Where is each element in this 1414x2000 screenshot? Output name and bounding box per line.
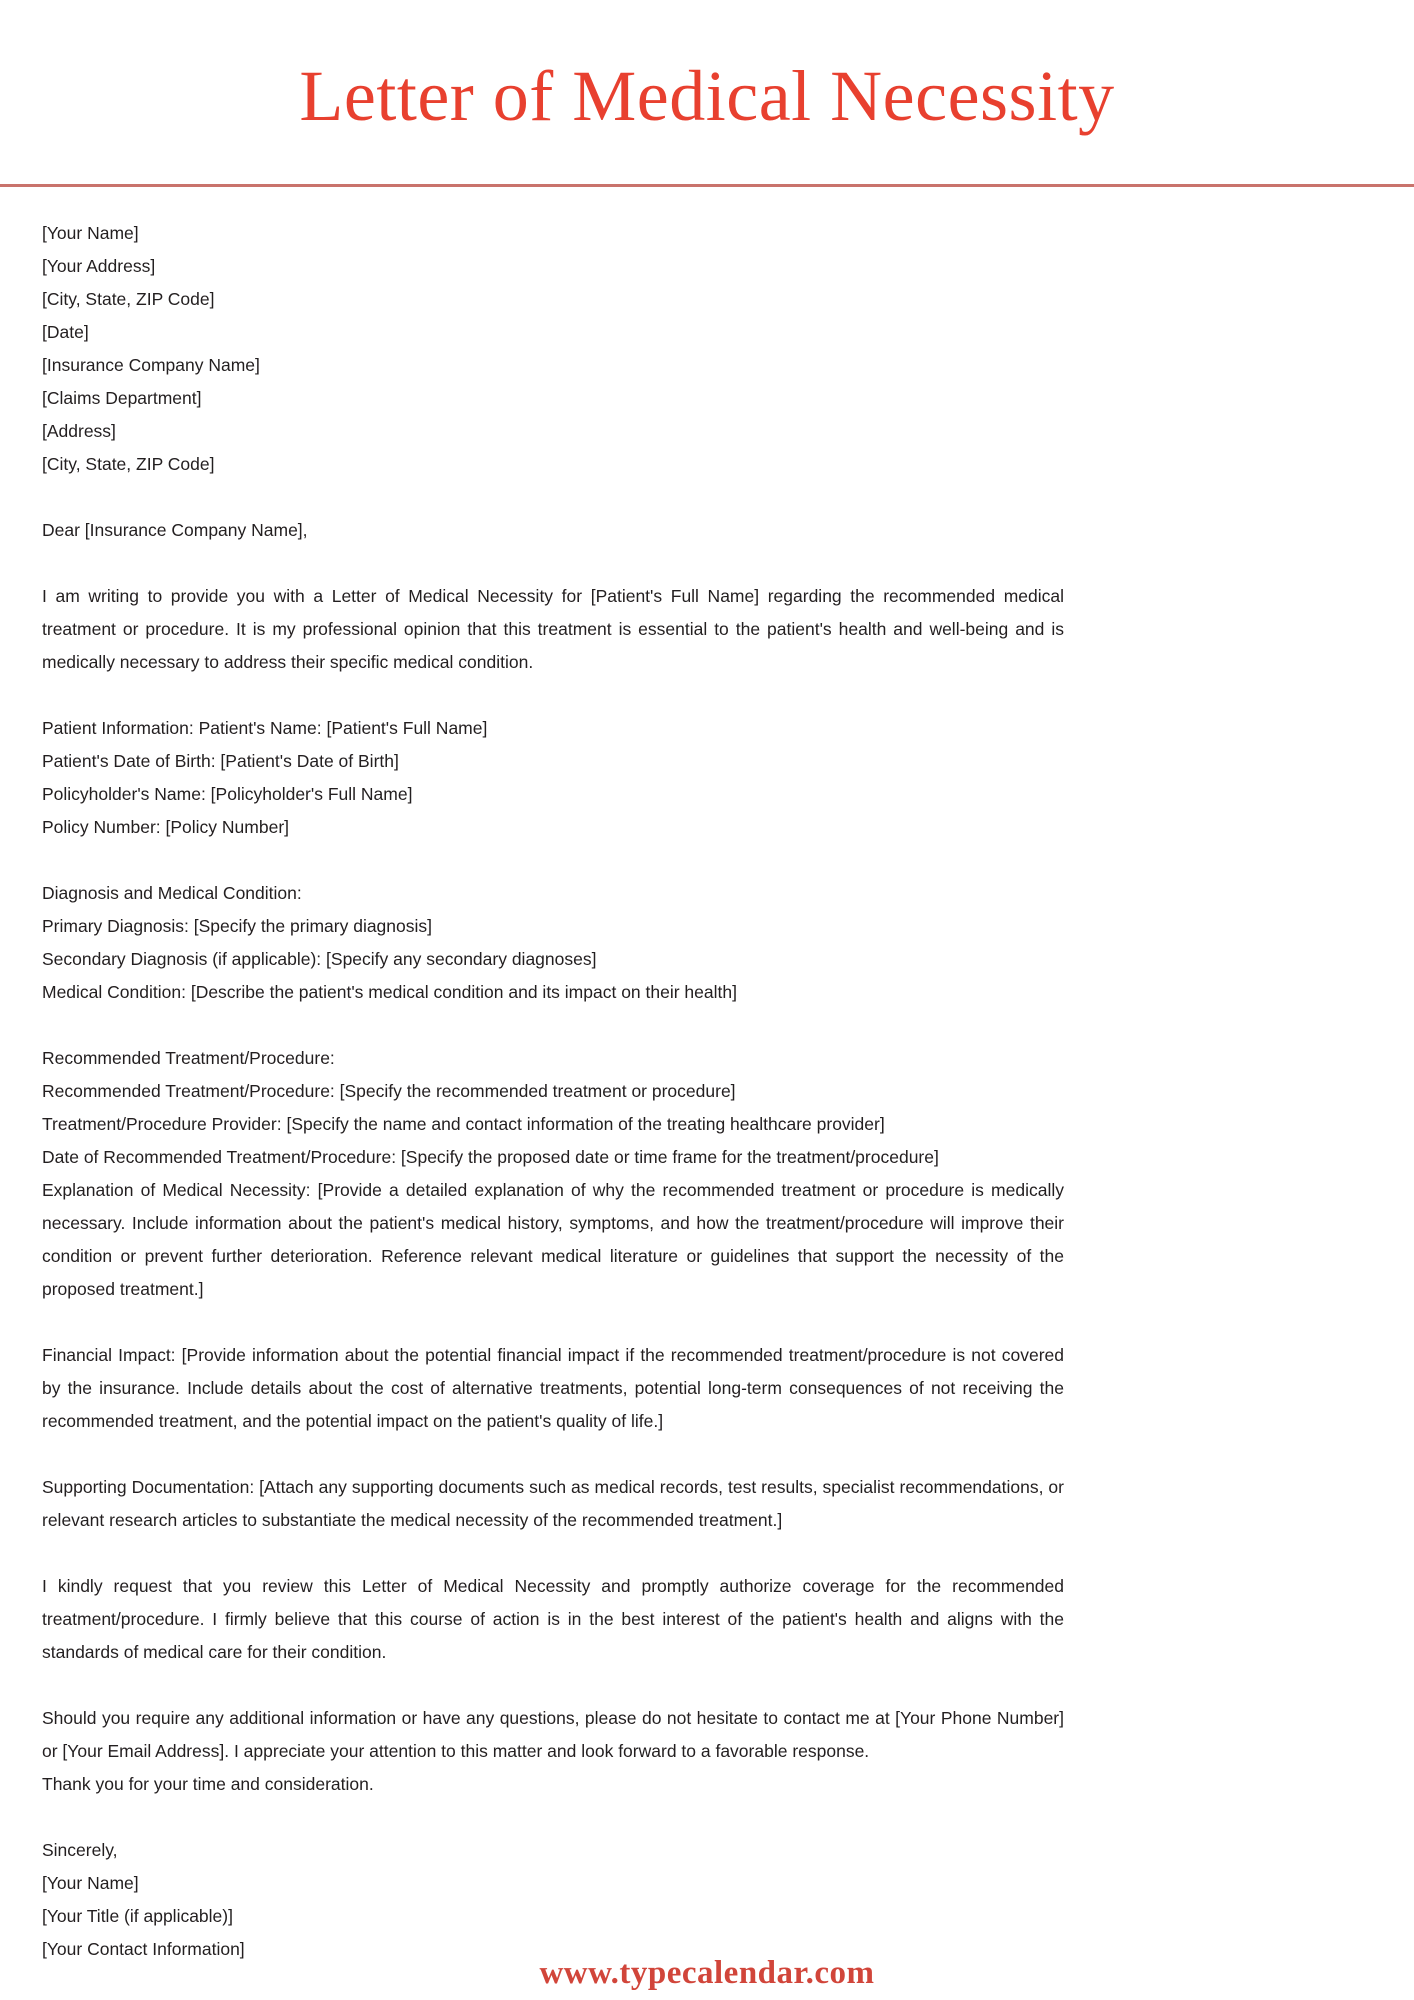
- address-line: [Insurance Company Name]: [42, 355, 260, 375]
- thanks-line: Thank you for your time and consideration.: [42, 1774, 374, 1794]
- spacer: [42, 844, 1064, 877]
- address-line: [City, State, ZIP Code]: [42, 454, 215, 474]
- request-paragraph: I kindly request that you review this Letter of Medical Necessity and promptly authorize coverage for the recommended treatment/procedure. I firmly believe that this course of action is in the best interest of the patient's health and aligns with the standards of medical care for their condition.: [42, 1576, 1064, 1662]
- spacer: [42, 679, 1064, 712]
- patient-info-line: Patient's Date of Birth: [Patient's Date of Birth]: [42, 751, 399, 771]
- address-line: [Address]: [42, 421, 116, 441]
- document-footer: [0, 1955, 1414, 1992]
- spacer: [42, 1537, 1064, 1570]
- spacer: [42, 1669, 1064, 1702]
- spacer: [42, 1438, 1064, 1471]
- address-line: [Date]: [42, 322, 89, 342]
- closing-block: [42, 1834, 1064, 1966]
- address-line: [Your Address]: [42, 256, 156, 276]
- address-line: [Your Name]: [42, 223, 139, 243]
- page-title: Letter of Medical Necessity: [299, 56, 1115, 136]
- treatment-section: [42, 1042, 1064, 1306]
- patient-information-block: [42, 712, 1064, 844]
- diagnosis-line: Secondary Diagnosis (if applicable): [Specify any secondary diagnoses]: [42, 949, 597, 969]
- patient-info-line: Patient Information: Patient's Name: [Patient's Full Name]: [42, 718, 488, 738]
- diagnosis-heading: Diagnosis and Medical Condition:: [42, 883, 302, 903]
- closing-line: [Your Contact Information]: [42, 1939, 245, 1959]
- closing-line: [Your Name]: [42, 1873, 139, 1893]
- document-body: [0, 187, 1414, 1966]
- treatment-line: Treatment/Procedure Provider: [Specify the name and contact information of the treating healthcare provider]: [42, 1114, 885, 1134]
- treatment-line: Date of Recommended Treatment/Procedure: [Specify the proposed date or time frame for the treatment/procedure]: [42, 1147, 939, 1167]
- contact-paragraph: Should you require any additional information or have any questions, please do not hesitate to contact me at [Your Phone Number] or [Your Email Address]. I appreciate your attention to this matter and look forward to a favorable response.: [42, 1708, 1064, 1761]
- address-line: [Claims Department]: [42, 388, 202, 408]
- spacer: [42, 1009, 1064, 1042]
- financial-impact-paragraph: Financial Impact: [Provide information about the potential financial impact if the recommended treatment/procedure is not covered by the insurance. Include details about the cost of alternative treatments, potential long-term consequences of not receiving the recommended treatment, and the potential impact on the patient's quality of life.]: [42, 1345, 1064, 1431]
- spacer: [42, 547, 1064, 580]
- sender-address-block: [42, 217, 1064, 481]
- spacer: [42, 1306, 1064, 1339]
- intro-paragraph: I am writing to provide you with a Letter of Medical Necessity for [Patient's Full Name] regarding the recommended medical treatment or procedure. It is my professional opinion that this treatment is essential to the patient's health and well-being and is medically necessary to address their specific medical condition.: [42, 586, 1064, 672]
- footer-website-url: www.typecalendar.com: [539, 1955, 875, 1991]
- diagnosis-line: Medical Condition: [Describe the patient's medical condition and its impact on their health]: [42, 982, 737, 1002]
- spacer: [42, 1801, 1064, 1834]
- medical-necessity-explanation: Explanation of Medical Necessity: [Provide a detailed explanation of why the recommended treatment or procedure is medically necessary. Include information about the patient's medical history, symptoms, and how the treatment/procedure will improve their condition or prevent further deterioration. Reference relevant medical literature or guidelines that support the necessity of the proposed treatment.]: [42, 1180, 1064, 1299]
- supporting-documentation-paragraph: Supporting Documentation: [Attach any supporting documents such as medical records, test results, specialist recommendations, or relevant research articles to substantiate the medical necessity of the recommended treatment.]: [42, 1477, 1064, 1530]
- diagnosis-section: [42, 877, 1064, 1009]
- patient-info-line: Policyholder's Name: [Policyholder's Full Name]: [42, 784, 413, 804]
- treatment-line: Recommended Treatment/Procedure: [Specify the recommended treatment or procedure]: [42, 1081, 736, 1101]
- address-line: [City, State, ZIP Code]: [42, 289, 215, 309]
- treatment-heading: Recommended Treatment/Procedure:: [42, 1048, 335, 1068]
- spacer: [42, 481, 1064, 514]
- document-header: [0, 0, 1414, 184]
- salutation: Dear [Insurance Company Name],: [42, 520, 308, 540]
- closing-line: [Your Title (if applicable)]: [42, 1906, 233, 1926]
- diagnosis-line: Primary Diagnosis: [Specify the primary diagnosis]: [42, 916, 433, 936]
- patient-info-line: Policy Number: [Policy Number]: [42, 817, 290, 837]
- closing-line: Sincerely,: [42, 1840, 118, 1860]
